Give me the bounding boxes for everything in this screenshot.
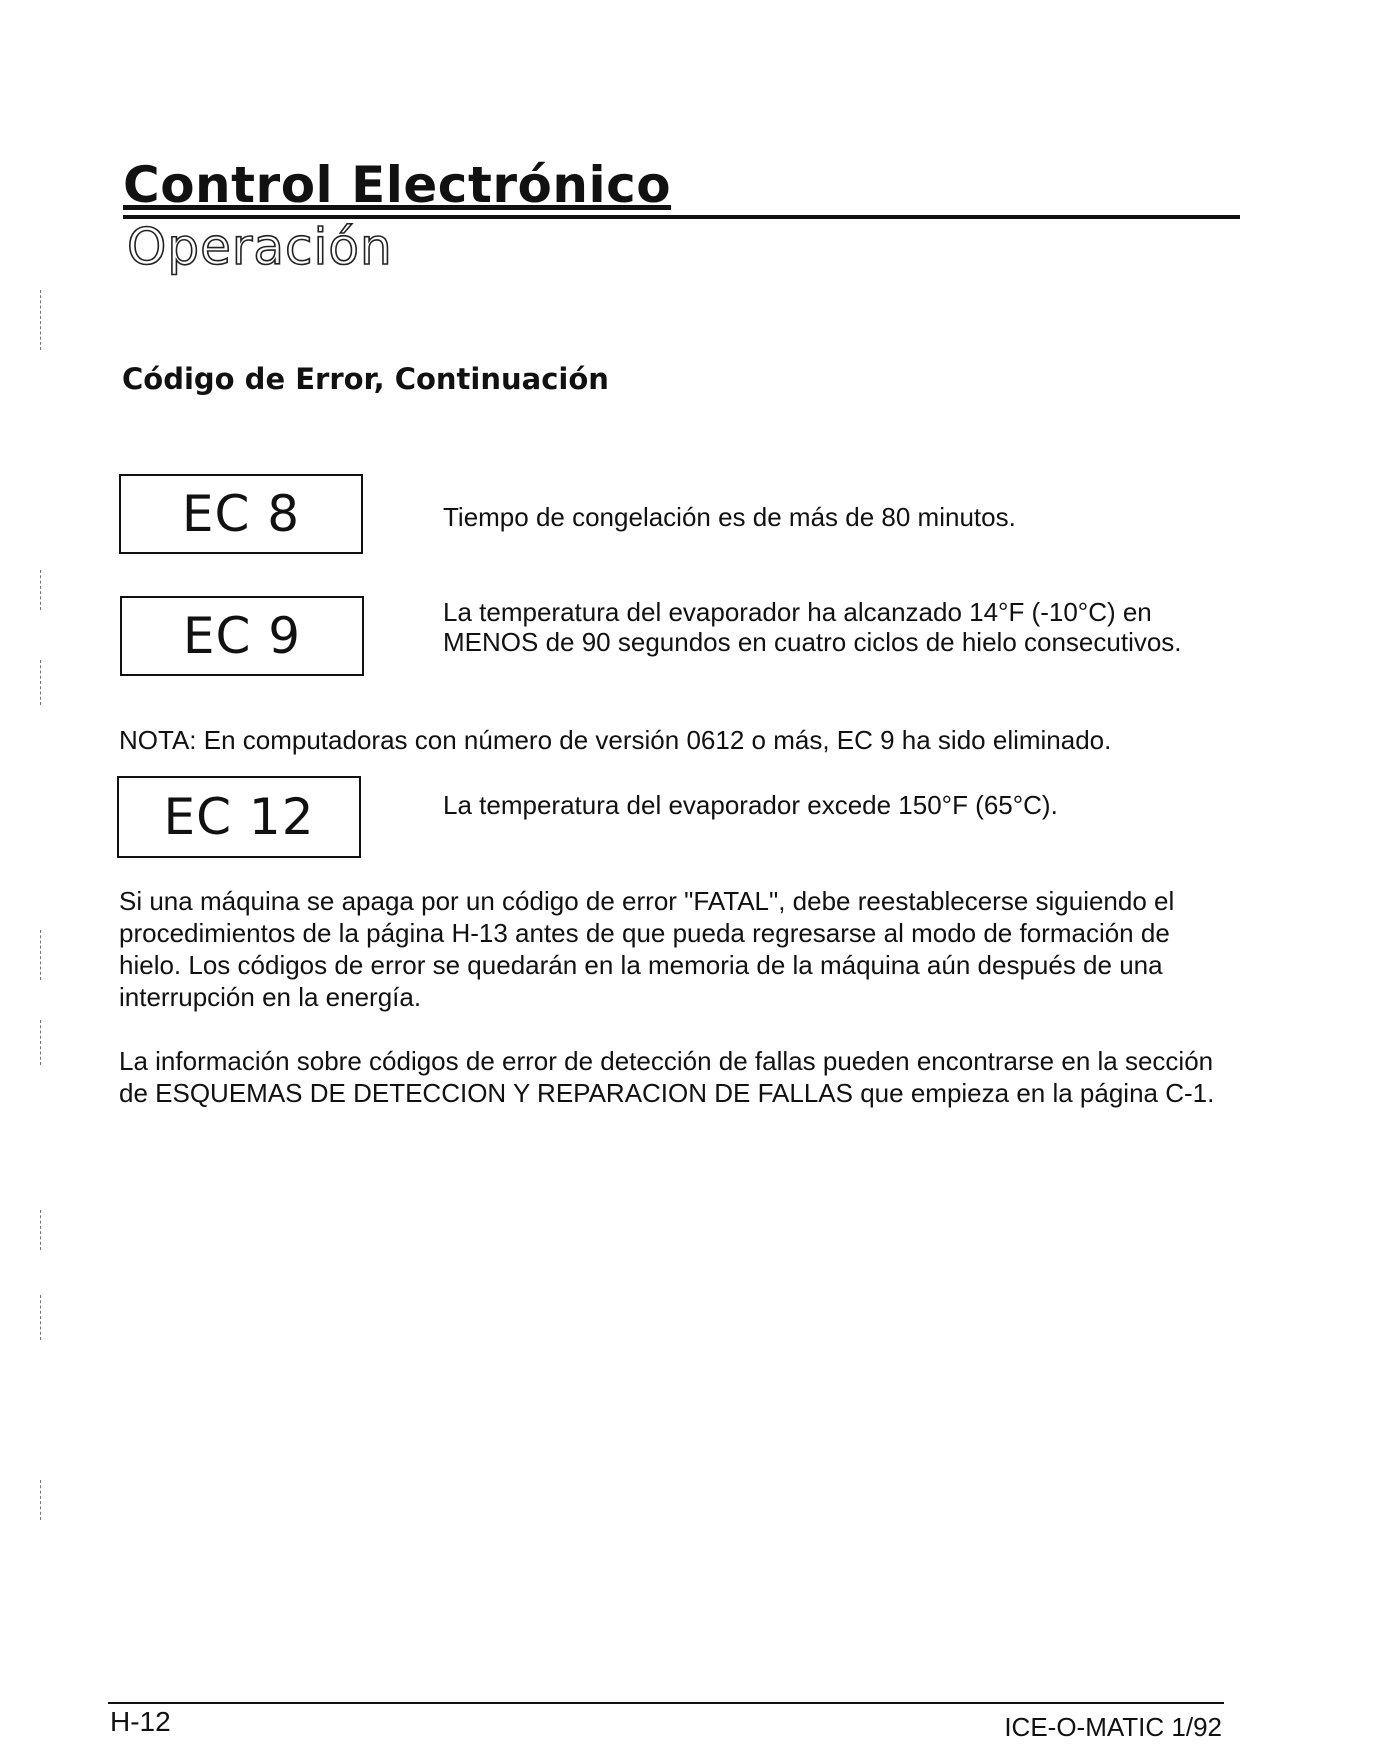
- binding-hole-mark: [40, 570, 43, 610]
- error-code-description-ec12: La temperatura del evaporador excede 150°F (65°C).: [443, 790, 1058, 820]
- error-code-description-ec8: Tiempo de congelación es de más de 80 minutos.: [443, 502, 1016, 532]
- binding-hole-mark: [40, 1020, 43, 1065]
- error-code-box-ec8: EC 8: [119, 474, 363, 554]
- version-note: NOTA: En computadoras con número de versión 0612 o más, EC 9 ha sido eliminado.: [119, 725, 1112, 755]
- publisher-mark: ICE-O-MATIC 1/92: [1004, 1712, 1222, 1742]
- error-code-description-ec9: La temperatura del evaporador ha alcanzado 14°F (-10°C) en MENOS de 90 segundos en cuatro ciclos de hielo consecutivos.: [443, 597, 1182, 657]
- binding-hole-mark: [40, 1295, 43, 1340]
- binding-hole-mark: [40, 1480, 43, 1520]
- error-code-box-ec12: EC 12: [117, 776, 361, 858]
- section-heading: Código de Error, Continuación: [122, 362, 609, 396]
- footer-rule: [108, 1702, 1224, 1704]
- binding-hole-mark: [40, 660, 43, 705]
- title-rule: [123, 215, 1240, 219]
- page-number: H-12: [110, 1706, 171, 1737]
- binding-hole-mark: [40, 930, 43, 980]
- troubleshooting-paragraph: La información sobre códigos de error de detección de fallas pueden encontrarse en la sección de ESQUEMAS DE DETECCION Y REPARACION DE FALLAS que empieza en la página C-1.: [119, 1046, 1215, 1108]
- binding-hole-mark: [40, 1210, 43, 1250]
- page-subtitle: Operación: [127, 218, 393, 276]
- fatal-error-paragraph: Si una máquina se apaga por un código de error "FATAL", debe reestablecerse siguiendo el procedimientos de la página H-13 antes de que pueda regresarse al modo de formación de hielo. Los códigos de error se quedarán en la memoria de la máquina aún después de una interrupción en la energía.: [119, 886, 1175, 1012]
- error-code-box-ec9: EC 9: [120, 596, 364, 676]
- page-title: Control Electrónico: [123, 156, 672, 214]
- page-header: [123, 156, 1240, 276]
- binding-hole-mark: [40, 290, 43, 350]
